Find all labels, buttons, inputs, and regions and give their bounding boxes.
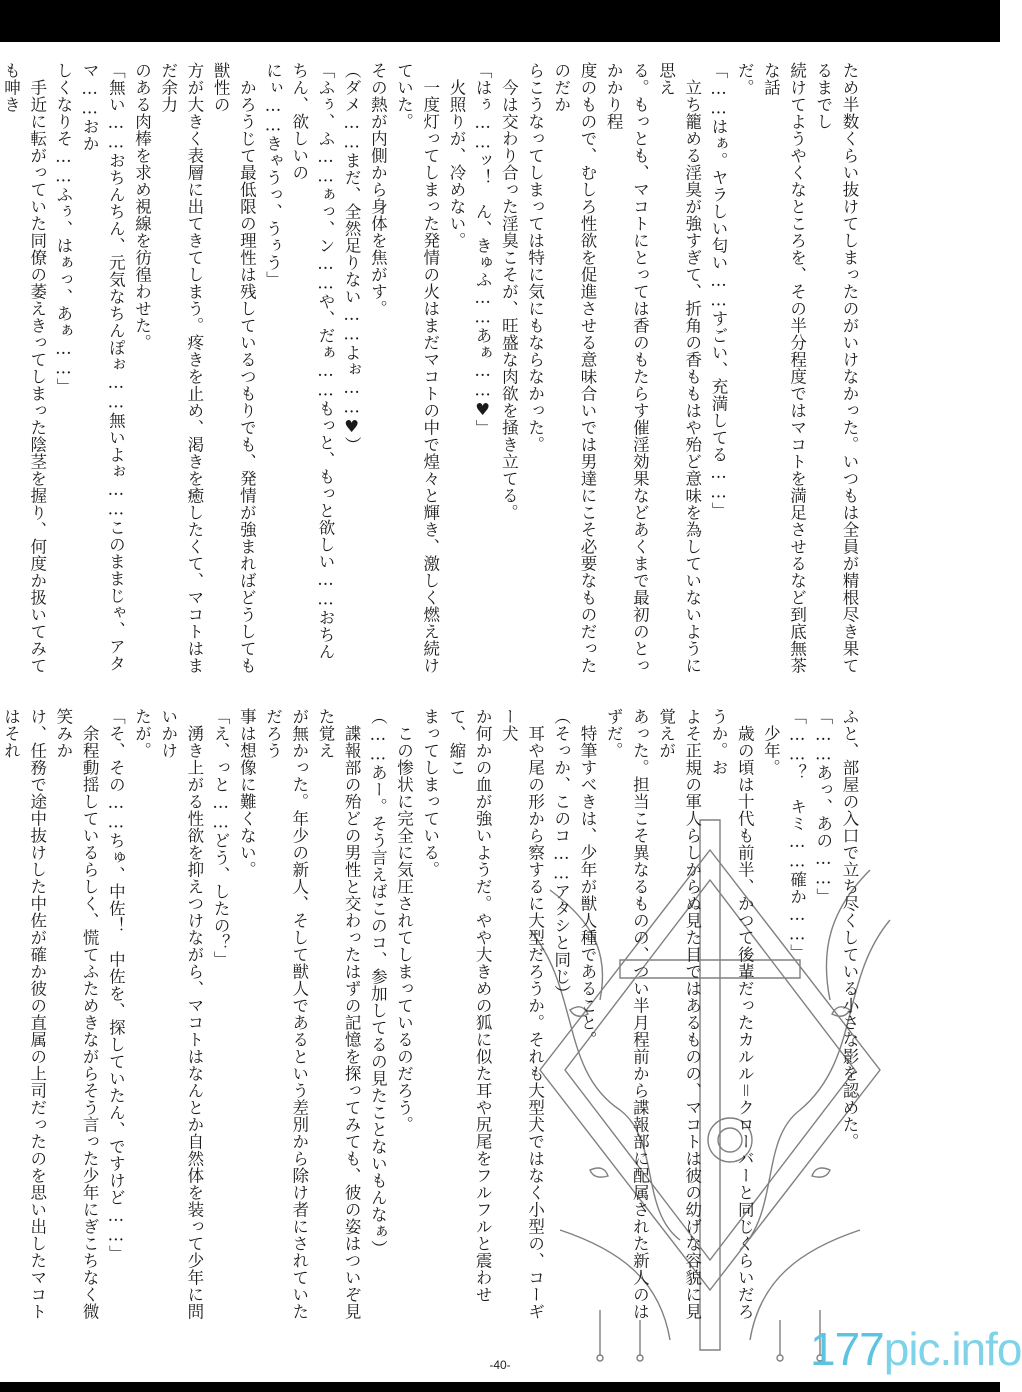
upper-text-block: ため半数くらい抜けてしまったのがいけなかった。いつもは全員が精根尽き果てるまでし 続けてようやくなところを、その半分程度ではマコトを満足させるなど到底無茶な話 だ。 「……はぁ。ヤラしい匂い……すごい、充満してる……」 立ち籠める淫臭が強すぎて、折角の香ももはや殆ど意味を為していないように思え る。もっとも、マコトにとっては香のもたらす催淫効果などあくまで最初のとっかかり程 度のもので、むしろ性欲を促進させる意味合いでは男達にこそ必要なものだったのだか らこうなってしまっては特に気にもならなかった。 今は交わり合った淫臭こそが、旺盛な肉欲を掻き立てる。 「はぅ……ッ！ ん、きゅふ……あぁ……♥」 火照りが、冷めない。 一度灯ってしまった発情の火はまだマコトの中で煌々と輝き、激しく燃え続けていた。 その熱が内側から身体を焦がす。 （ダメ……まだ、全然足りない……よぉ……♥） 「ふぅ、ふ……ぁっ、ン……や、だぁ……もっと、もっと欲しい……おちんちん、欲しいの にぃ……きゃうっ、うぅう」 かろうじて最低限の理性は残しているつもりでも、発情が強まればどうしても獣性の 方が大きく表層に出てきてしまう。疼きを止め、渇きを癒したくて、マコトはまだ余力 のある肉棒を求め視線を彷徨わせた。 「無い……おちんちん、元気なちんぽぉ……無いよぉ……このままじゃ、アタマ……おか しくなりそ……ふぅ、はぁっ、あぁ……」 手近に転がっていた同僚の萎えきってしまった陰茎を握り、何度か扱いてみても呻き bbox=[1, 62, 859, 674]
lower-text-block: ふと、部屋の入口で立ち尽くしている小さな影を認めた。 「……あっ、あの……」 「……？ キミ……確か……」 少年。 歳の頃は十代も前半、かつて後輩だったカルル＝クローバーと同じくらいだろうか。お よそ正規の軍人らしからぬ見た目ではあるものの、マコトは彼の幼げな容貌に見覚えが あった。担当こそ異なるものの、つい半月程前から諜報部に配属された新人のはずだ。 特筆すべきは、少年が獣人種であること。 （そっか、このコ……アタシと同じ） 耳や尾の形から察するに大型だろうか。それも大型犬ではなく小型の、コーギー犬 か何かの血が強いようだ。やや大きめの狐に似た耳や尻尾をフルフルと震わせて、縮こ まってしまっている。 この惨状に完全に気圧されてしまっているのだろう。 （……あー。そう言えばこのコ、参加してるの見たことないもんなぁ） 諜報部の殆どの男性と交わったはずの記憶を探ってみても、彼の姿はついぞ見た覚え が無かった。年少の新人、そして獣人であるという差別から除け者にされていただろう 事は想像に難くない。 「え、っと……どう、したの？」 湧き上がる性欲を抑えつけながら、マコトはなんとか自然体を装って少年に問いかけ たが。 「そ、その……ちゅ、中佐！ 中佐を、探していたん、ですけど……」 余程動揺しているらしく、慌てふためきながらそう言った少年にぎこちなく微笑みか け、任務で途中抜けした中佐が確か彼の直属の上司だったのを思い出したマコトはそれ bbox=[1, 708, 859, 1320]
watermark-text: pic.info bbox=[883, 1323, 1022, 1375]
top-black-band bbox=[0, 0, 1000, 42]
watermark-number: 177 bbox=[810, 1323, 884, 1375]
bottom-black-band bbox=[0, 1382, 1000, 1392]
watermark bbox=[810, 1322, 1022, 1376]
page-number: -40- bbox=[489, 1358, 511, 1372]
